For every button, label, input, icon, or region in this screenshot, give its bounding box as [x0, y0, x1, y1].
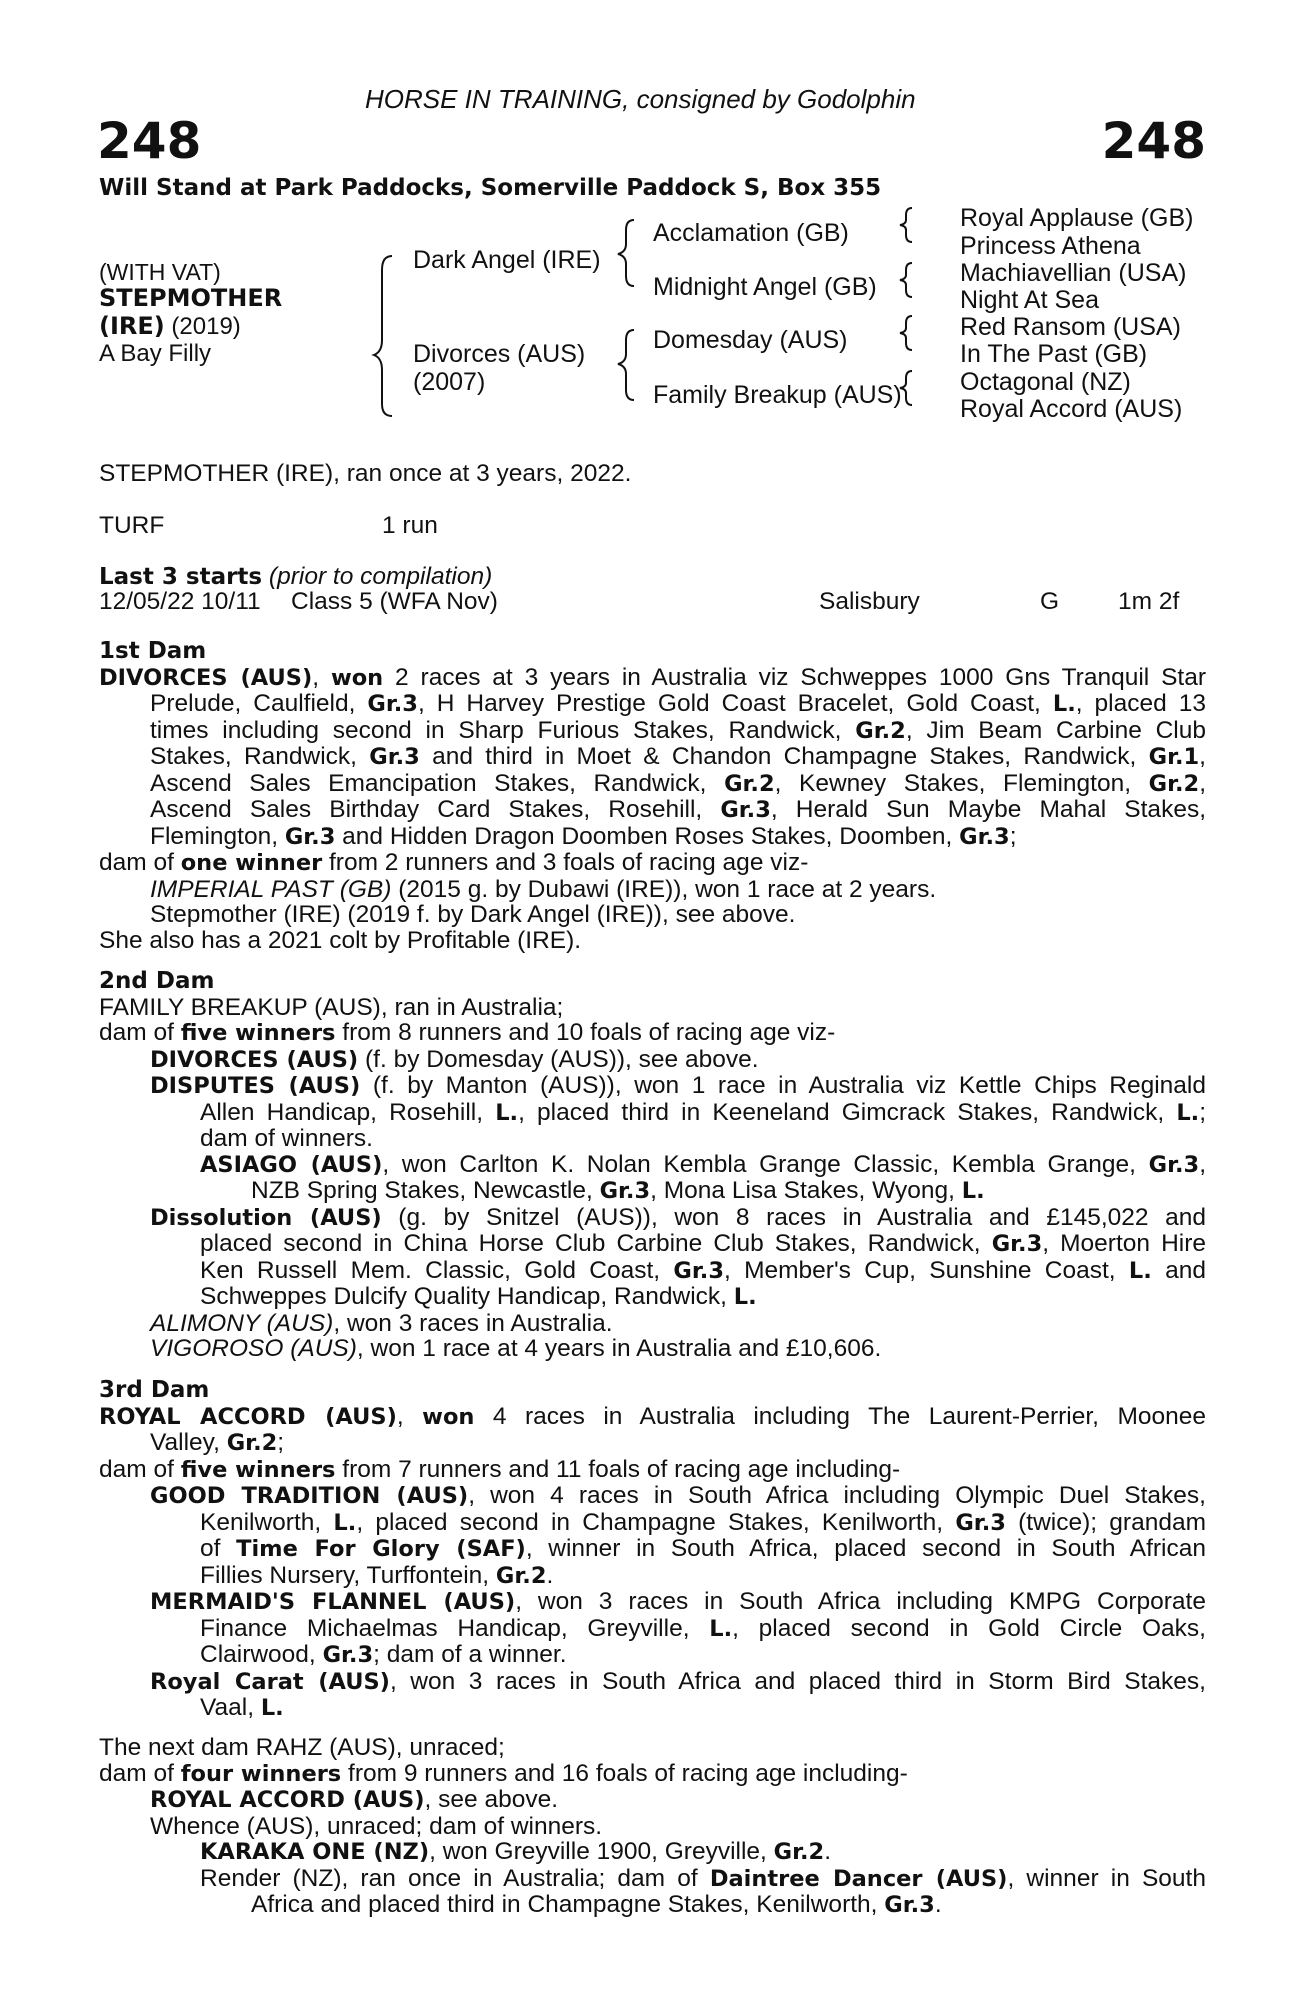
- first-dam-section: [99, 639, 1206, 953]
- last-start-going: G: [1040, 588, 1060, 615]
- pedigree-gen3-4: Night At Sea: [960, 286, 1099, 314]
- pedigree-dam-sire: Domesday (AUS): [653, 326, 848, 354]
- second-dam-heading: 2nd Dam: [99, 969, 215, 994]
- horse-description: A Bay Filly: [99, 340, 212, 367]
- next-dam-line: Whence (AUS), unraced; dam of winners.: [150, 1813, 603, 1839]
- lot-number-left: 248: [97, 112, 202, 170]
- pedigree-dam: Divorces (AUS): [413, 340, 586, 368]
- third-dam-line: dam of five winners from 7 runners and 11 foals of racing age including-: [99, 1456, 901, 1483]
- second-dam-line: dam of five winners from 8 runners and 10 foals of racing age viz-: [99, 1020, 836, 1046]
- pedigree-gen3-5: Red Ransom (USA): [960, 313, 1181, 341]
- pedigree-gen3-7: Octagonal (NZ): [960, 368, 1131, 396]
- third-dam-line: Royal Carat (AUS), won 3 races in South Africa and placed third in Storm Bird Stakes,: [150, 1668, 1206, 1695]
- second-dam-line: placed second in China Horse Club Carbine Club Stakes, Randwick, Gr.3, Moerton Hire: [200, 1231, 1206, 1257]
- first-dam-line: IMPERIAL PAST (GB) (2015 g. by Dubawi (IRE)), won 1 race at 2 years.: [150, 876, 937, 902]
- pedigree-sire-dam: Midnight Angel (GB): [653, 273, 877, 301]
- pedigree-gen3-2: Princess Athena: [960, 232, 1141, 260]
- second-dam-section: [99, 969, 1206, 1362]
- pedigree-gen3-3: Machiavellian (USA): [960, 259, 1187, 287]
- surface-runs: 1 run: [382, 512, 438, 539]
- third-dam-line: Kenilworth, L., placed second in Champagne Stakes, Kenilworth, Gr.3 (twice); grandam: [200, 1509, 1206, 1536]
- third-dam-line: Finance Michaelmas Handicap, Greyville, L., placed second in Gold Circle Oaks,: [200, 1615, 1206, 1642]
- first-dam-line: Stepmother (IRE) (2019 f. by Dark Angel (IRE)), see above.: [150, 902, 796, 928]
- second-dam-line: dam of winners.: [200, 1126, 373, 1152]
- horse-name-suffix: (IRE) (2019): [99, 312, 241, 340]
- third-dam-line: GOOD TRADITION (AUS), won 4 races in South Africa including Olympic Duel Stakes,: [150, 1483, 1206, 1509]
- second-dam-line: DIVORCES (AUS) (f. by Domesday (AUS)), see above.: [150, 1046, 759, 1073]
- pedigree-dam-year: (2007): [413, 368, 486, 396]
- first-dam-line: Flemington, Gr.3 and Hidden Dragon Doomben Roses Stakes, Doomben, Gr.3;: [150, 823, 1017, 850]
- pedigree-dam-dam: Family Breakup (AUS): [653, 381, 902, 409]
- second-dam-line: DISPUTES (AUS) (f. by Manton (AUS)), won 1 race in Australia viz Kettle Chips Reginald: [150, 1073, 1206, 1099]
- third-dam-heading: 3rd Dam: [99, 1378, 210, 1403]
- first-dam-heading: 1st Dam: [99, 639, 207, 664]
- second-dam-line: VIGOROSO (AUS), won 1 race at 4 years in Australia and £10,606.: [150, 1336, 882, 1362]
- first-dam-line: Stakes, Randwick, Gr.3 and third in Moet & Chandon Champagne Stakes, Randwick, Gr.1,: [150, 744, 1206, 770]
- first-dam-line: times including second in Sharp Furious Stakes, Randwick, Gr.2, Jim Beam Carbine Club: [150, 717, 1206, 744]
- third-dam-line: Clairwood, Gr.3; dam of a winner.: [200, 1642, 567, 1668]
- second-dam-line: Dissolution (AUS) (g. by Snitzel (AUS)), won 8 races in Australia and £145,022 and: [150, 1204, 1206, 1231]
- first-dam-line: Ascend Sales Birthday Card Stakes, Rosehill, Gr.3, Herald Sun Maybe Mahal Stakes,: [150, 797, 1206, 823]
- pedigree-gen3-6: In The Past (GB): [960, 340, 1148, 368]
- third-dam-line: ROYAL ACCORD (AUS), won 4 races in Australia including The Laurent-Perrier, Moonee: [99, 1403, 1206, 1430]
- last-starts-heading: Last 3 starts (prior to compilation): [99, 563, 493, 590]
- last-start-course: Salisbury: [819, 588, 920, 615]
- second-dam-line: NZB Spring Stakes, Newcastle, Gr.3, Mona Lisa Stakes, Wyong, L.: [251, 1178, 985, 1204]
- next-dam-line: ROYAL ACCORD (AUS), see above.: [150, 1787, 559, 1813]
- third-dam-line: Vaal, L.: [200, 1695, 284, 1721]
- second-dam-line: ASIAGO (AUS), won Carlton K. Nolan Kembla Grange Classic, Kembla Grange, Gr.3,: [200, 1151, 1206, 1178]
- last-start-distance: 1m 2f: [1118, 588, 1180, 615]
- first-dam-line: dam of one winner from 2 runners and 3 foals of racing age viz-: [99, 850, 809, 876]
- lot-number-right: 248: [1101, 112, 1206, 170]
- last-start-date: 12/05/22 10/11: [99, 588, 261, 615]
- vat-label: (WITH VAT): [99, 259, 221, 285]
- third-dam-line: Fillies Nursery, Turffontein, Gr.2.: [200, 1562, 554, 1589]
- pedigree-sire: Dark Angel (IRE): [413, 246, 601, 274]
- stand-location: Will Stand at Park Paddocks, Somerville Paddock S, Box 355: [99, 175, 882, 201]
- last-start-race: Class 5 (WFA Nov): [291, 588, 498, 615]
- next-dam-line: The next dam RAHZ (AUS), unraced;: [99, 1735, 505, 1761]
- pedigree-gen3-8: Royal Accord (AUS): [960, 395, 1183, 423]
- first-dam-line: She also has a 2021 colt by Profitable (IRE).: [99, 927, 582, 953]
- third-dam-line: MERMAID'S FLANNEL (AUS), won 3 races in South Africa including KMPG Corporate: [150, 1589, 1206, 1615]
- pedigree-sire-sire: Acclamation (GB): [653, 219, 849, 247]
- horse-name: STEPMOTHER: [99, 284, 283, 312]
- third-dam-line: of Time For Glory (SAF), winner in South Africa, placed second in South African: [200, 1536, 1206, 1562]
- pedigree-gen3-1: Royal Applause (GB): [960, 204, 1194, 232]
- second-dam-line: Schweppes Dulcify Quality Handicap, Randwick, L.: [200, 1284, 757, 1310]
- first-dam-line: Ascend Sales Emancipation Stakes, Randwick, Gr.2, Kewney Stakes, Flemington, Gr.2,: [150, 770, 1206, 797]
- second-dam-line: ALIMONY (AUS), won 3 races in Australia.: [150, 1310, 613, 1336]
- third-dam-line: Valley, Gr.2;: [150, 1430, 285, 1456]
- second-dam-line: Allen Handicap, Rosehill, L., placed third in Keeneland Gimcrack Stakes, Randwick, L.;: [200, 1099, 1206, 1126]
- first-dam-line: DIVORCES (AUS), won 2 races at 3 years in Australia viz Schweppes 1000 Gns Tranquil Star: [99, 664, 1206, 691]
- third-dam-section: [99, 1378, 1206, 1722]
- next-dam-line: Render (NZ), ran once in Australia; dam of Daintree Dancer (AUS), winner in South: [200, 1865, 1206, 1892]
- second-dam-line: Ken Russell Mem. Classic, Gold Coast, Gr.3, Member's Cup, Sunshine Coast, L. and: [200, 1257, 1206, 1284]
- next-dam-line: KARAKA ONE (NZ), won Greyville 1900, Greyville, Gr.2.: [200, 1839, 832, 1865]
- second-dam-line: FAMILY BREAKUP (AUS), ran in Australia;: [99, 994, 564, 1020]
- race-summary: STEPMOTHER (IRE), ran once at 3 years, 2022.: [99, 460, 632, 487]
- surface-label: TURF: [99, 512, 165, 539]
- first-dam-line: Prelude, Caulfield, Gr.3, H Harvey Prestige Gold Coast Bracelet, Gold Coast, L., placed 13: [150, 691, 1206, 717]
- next-dam-line: dam of four winners from 9 runners and 16 foals of racing age including-: [99, 1760, 908, 1787]
- catalogue-header: HORSE IN TRAINING, consigned by Godolphin: [365, 84, 916, 114]
- next-dam-line: Africa and placed third in Champagne Stakes, Kenilworth, Gr.3.: [251, 1892, 942, 1918]
- next-dam-section: [99, 1735, 1206, 1919]
